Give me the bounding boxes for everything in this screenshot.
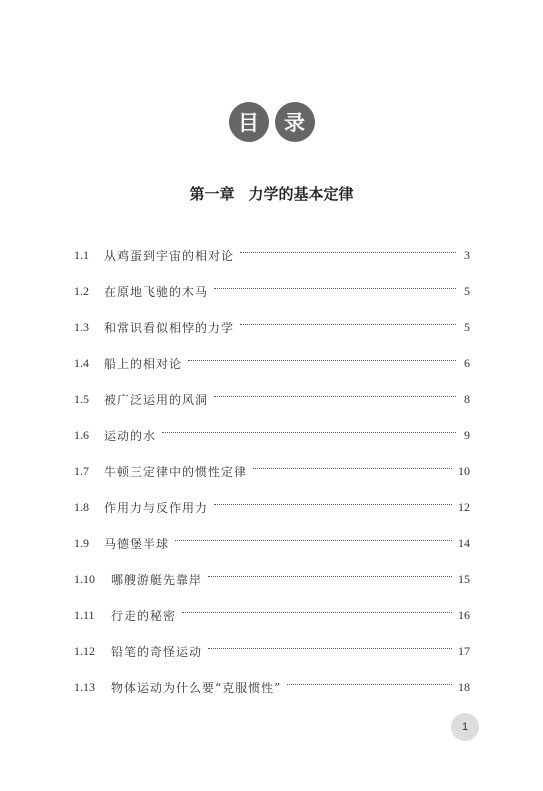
toc-entry-title[interactable]: 铅笔的奇怪运动 — [111, 644, 203, 659]
toc-entry-number: 1.4 — [74, 355, 89, 370]
toc-entry-number: 1.5 — [74, 391, 89, 406]
toc-entry-number: 1.3 — [74, 319, 89, 334]
dot-leader — [240, 324, 456, 325]
dot-leader — [208, 648, 452, 649]
toc-entry-page: 15 — [458, 571, 470, 586]
toc-list — [74, 237, 470, 705]
dot-leader — [182, 612, 452, 613]
toc-entry-title[interactable]: 运动的水 — [104, 428, 157, 443]
chapter-label: 第一章 — [189, 185, 235, 203]
toc-entry[interactable] — [74, 489, 470, 525]
toc-entry-page: 6 — [464, 355, 470, 370]
toc-entry-title[interactable]: 和常识看似相悖的力学 — [104, 320, 235, 335]
toc-entry-page: 9 — [464, 427, 470, 442]
dot-leader — [240, 252, 456, 253]
dot-leader — [287, 684, 452, 685]
toc-entry-page: 5 — [464, 319, 470, 334]
toc-heading-char-1: 目 — [229, 102, 269, 142]
toc-entry[interactable] — [74, 237, 470, 273]
dot-leader — [208, 576, 452, 577]
toc-entry-page: 16 — [458, 607, 470, 622]
toc-entry[interactable] — [74, 525, 470, 561]
toc-entry[interactable] — [74, 453, 470, 489]
toc-entry-page: 8 — [464, 391, 470, 406]
toc-entry[interactable] — [74, 309, 470, 345]
toc-entry-title[interactable]: 被广泛运用的风洞 — [104, 392, 209, 407]
toc-entry-title[interactable]: 船上的相对论 — [104, 356, 183, 371]
dot-leader — [214, 396, 456, 397]
toc-entry-number: 1.13 — [74, 679, 95, 694]
dot-leader — [253, 468, 452, 469]
toc-entry[interactable] — [74, 633, 470, 669]
toc-entry-number: 1.2 — [74, 283, 89, 298]
toc-entry[interactable] — [74, 381, 470, 417]
toc-entry-title[interactable]: 作用力与反作用力 — [104, 500, 209, 515]
toc-entry-page: 10 — [458, 463, 470, 478]
toc-entry-title[interactable]: 哪艘游艇先靠岸 — [111, 572, 203, 587]
chapter-title: 力学的基本定律 — [248, 185, 354, 203]
toc-entry-page: 12 — [458, 499, 470, 514]
dot-leader — [214, 504, 452, 505]
toc-entry-title[interactable]: 行走的秘密 — [111, 608, 177, 623]
chapter-heading — [0, 183, 543, 204]
toc-entry-number: 1.1 — [74, 247, 89, 262]
toc-entry-page: 18 — [458, 679, 470, 694]
dot-leader — [162, 432, 456, 433]
toc-entry-number: 1.8 — [74, 499, 89, 514]
toc-entry-number: 1.11 — [74, 607, 95, 622]
toc-heading — [0, 102, 543, 142]
toc-entry-number: 1.10 — [74, 571, 95, 586]
toc-entry-title[interactable]: 从鸡蛋到宇宙的相对论 — [104, 248, 235, 263]
toc-entry[interactable] — [74, 597, 470, 633]
toc-entry-page: 3 — [464, 247, 470, 262]
toc-entry[interactable] — [74, 417, 470, 453]
toc-entry-page: 14 — [458, 535, 470, 550]
page-number-badge: 1 — [451, 713, 479, 741]
toc-entry-number: 1.12 — [74, 643, 95, 658]
toc-entry-title[interactable]: 马德堡半球 — [104, 536, 170, 551]
toc-entry-title[interactable]: 物体运动为什么要“克服惯性” — [111, 680, 282, 695]
toc-entry[interactable] — [74, 273, 470, 309]
toc-entry-page: 17 — [458, 643, 470, 658]
toc-entry[interactable] — [74, 345, 470, 381]
dot-leader — [214, 288, 456, 289]
dot-leader — [175, 540, 452, 541]
toc-entry-number: 1.9 — [74, 535, 89, 550]
toc-entry[interactable] — [74, 561, 470, 597]
toc-heading-char-2: 录 — [275, 102, 315, 142]
toc-entry-title[interactable]: 在原地飞驰的木马 — [104, 284, 209, 299]
dot-leader — [188, 360, 456, 361]
toc-entry-title[interactable]: 牛顿三定律中的惯性定律 — [104, 464, 248, 479]
toc-entry[interactable] — [74, 669, 470, 705]
toc-entry-number: 1.6 — [74, 427, 89, 442]
toc-entry-number: 1.7 — [74, 463, 89, 478]
toc-entry-page: 5 — [464, 283, 470, 298]
